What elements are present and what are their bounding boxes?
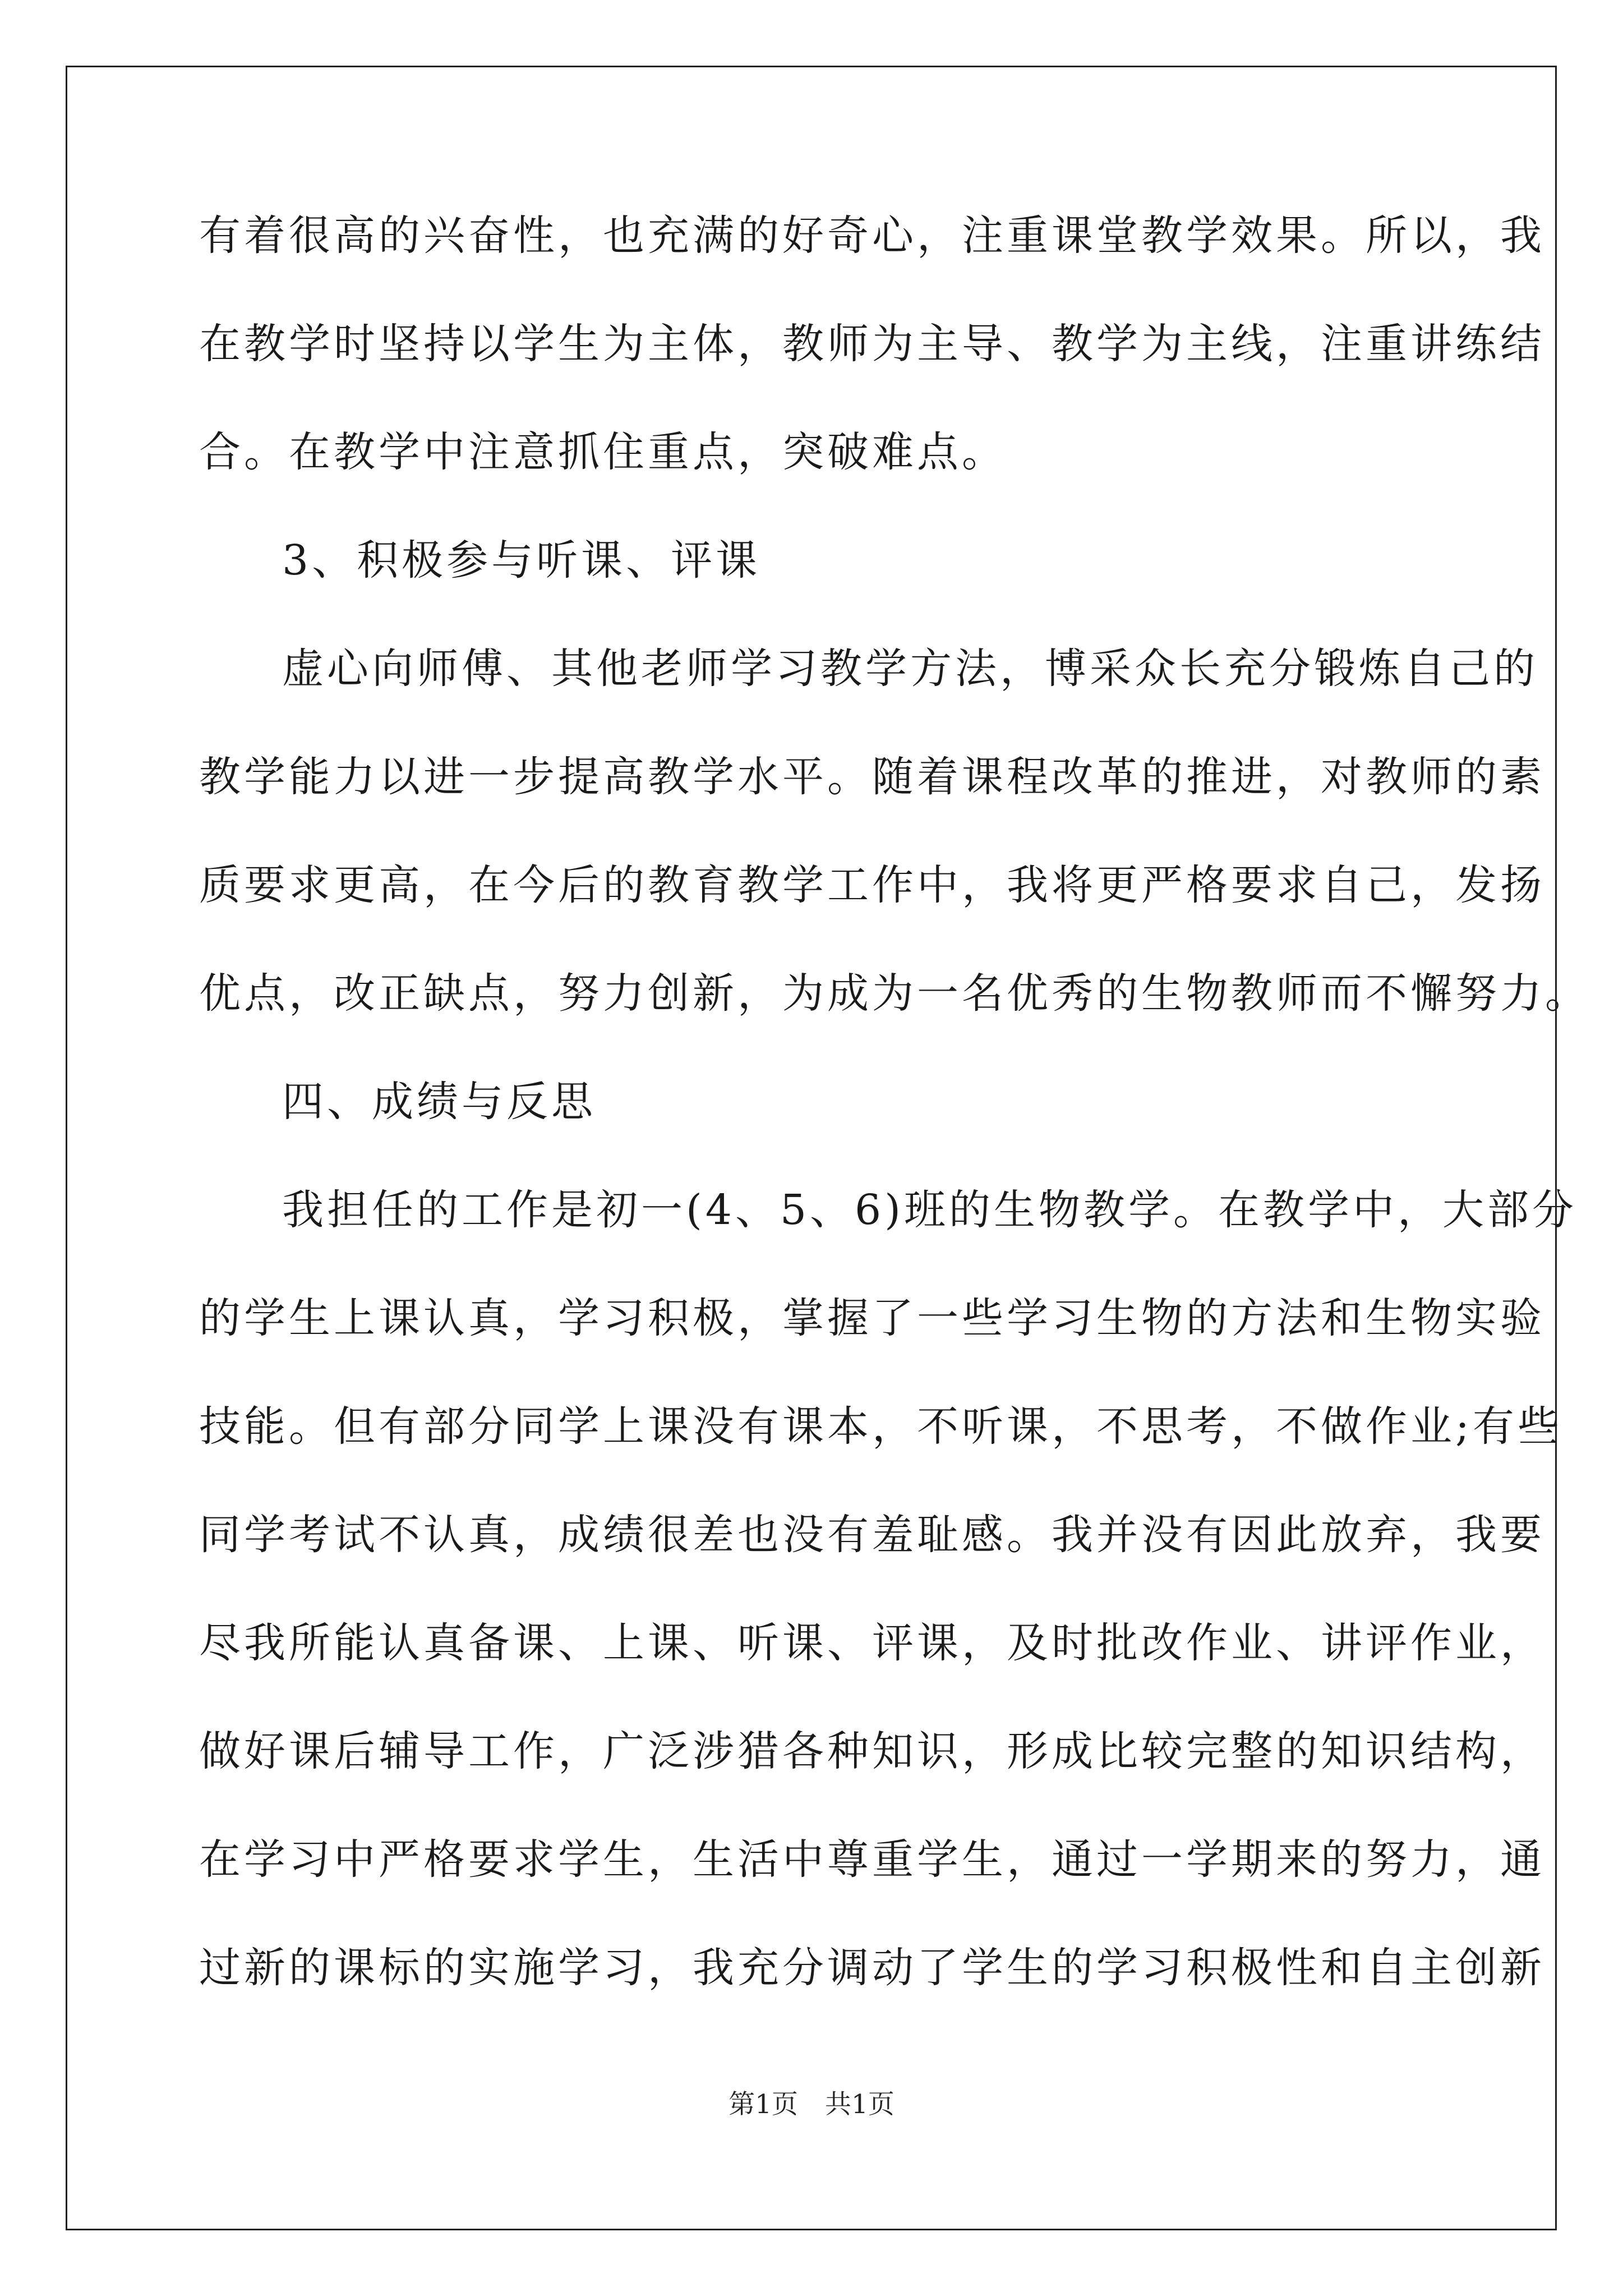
- text-line: 在教学时坚持以学生为主体，教师为主导、教学为主线，注重讲练结: [199, 320, 1545, 368]
- text-line: 四、成绩与反思: [282, 1078, 596, 1126]
- text-line: 的学生上课认真，学习积极，掌握了一些学习生物的方法和生物实验: [199, 1294, 1545, 1342]
- document-body: [199, 208, 1590, 2048]
- page-number: 第1页: [728, 2089, 798, 2120]
- text-line: 合。在教学中注意抓住重点，突破难点。: [199, 428, 1007, 476]
- text-line: 优点，改正缺点，努力创新，为成为一名优秀的生物教师而不懈努力。: [199, 969, 1590, 1018]
- text-line: 过新的课标的实施学习，我充分调动了学生的学习积极性和自主创新: [199, 1944, 1545, 1992]
- text-line: 有着很高的兴奋性，也充满的好奇心，注重课堂教学效果。所以，我: [199, 211, 1545, 260]
- text-line: 同学考试不认真，成绩很差也没有羞耻感。我并没有因此放弃，我要: [199, 1511, 1545, 1559]
- text-line: 尽我所能认真备课、上课、听课、评课，及时批改作业、讲评作业，: [199, 1619, 1545, 1667]
- text-line: 我担任的工作是初一(4、5、6)班的生物教学。在教学中，大部分: [282, 1186, 1577, 1234]
- text-line: 技能。但有部分同学上课没有课本，不听课，不思考，不做作业;有些: [199, 1402, 1562, 1451]
- text-line: 做好课后辅导工作，广泛涉猎各种知识，形成比较完整的知识结构，: [199, 1727, 1545, 1775]
- text-line: 教学能力以进一步提高教学水平。随着课程改革的推进，对教师的素: [199, 753, 1545, 801]
- text-line: 在学习中严格要求学生，生活中尊重学生，通过一学期来的努力，通: [199, 1835, 1545, 1884]
- text-line: 质要求更高，在今后的教育教学工作中，我将更严格要求自己，发扬: [199, 861, 1545, 909]
- text-line: 虚心向师傅、其他老师学习教学方法，博采众长充分锻炼自己的: [282, 645, 1538, 693]
- page-footer: [0, 2088, 1623, 2122]
- text-line: 3、积极参与听课、评课: [282, 536, 761, 585]
- page-total: 共1页: [825, 2089, 895, 2120]
